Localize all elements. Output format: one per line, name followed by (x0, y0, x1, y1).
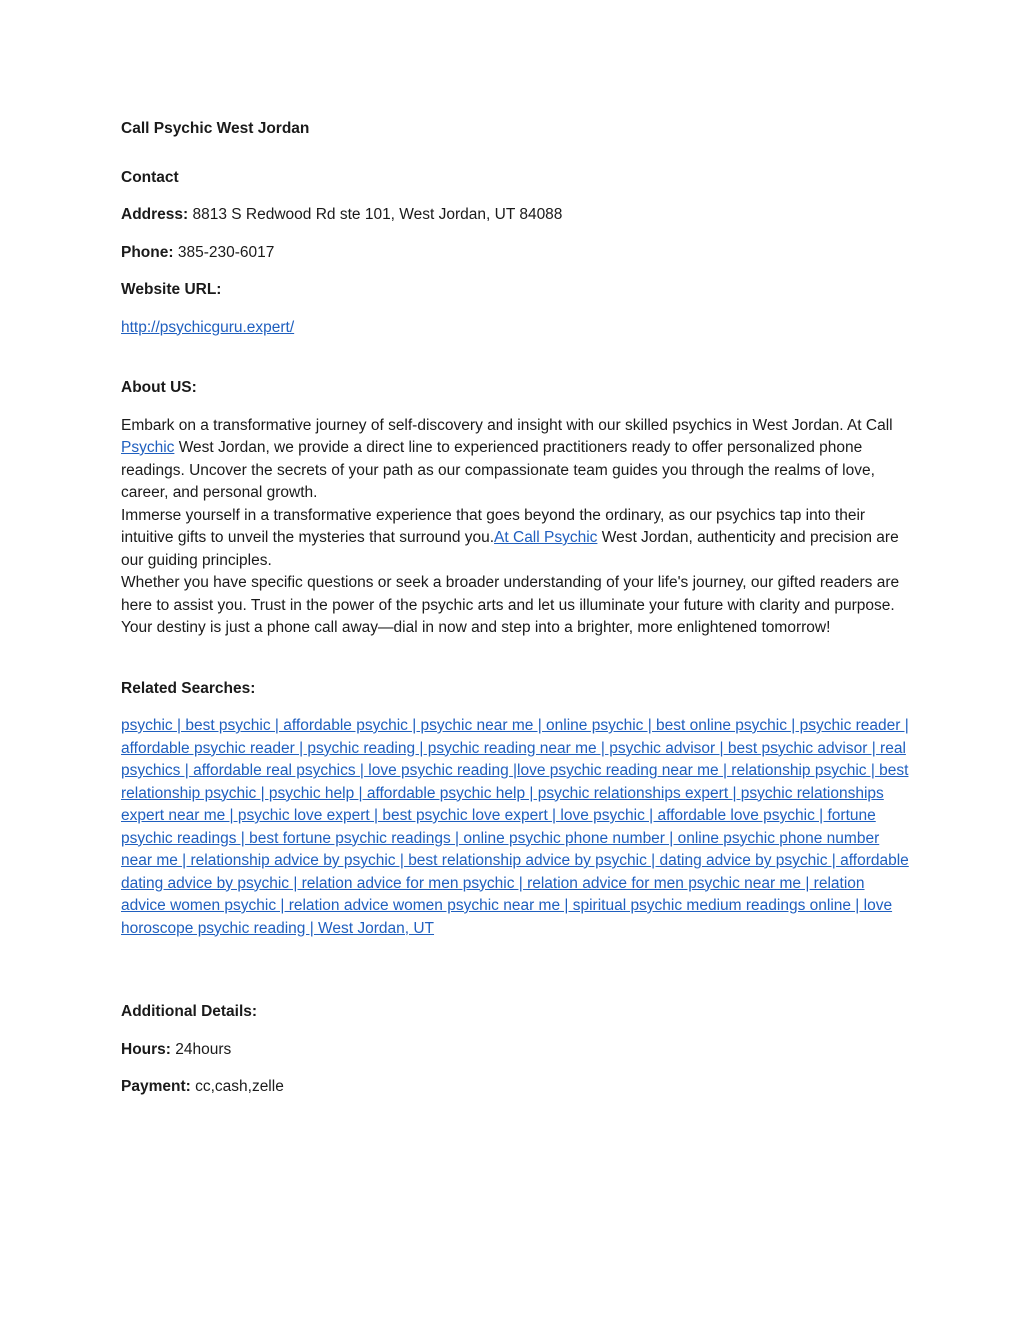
document-title: Call Psychic West Jordan (121, 120, 310, 137)
about-p2-text-b: West Jordan, authenticity and precision are our guiding principles. (121, 529, 899, 569)
website-line (121, 317, 911, 340)
document-page (121, 118, 911, 1099)
address-value: 8813 S Redwood Rd ste 101, West Jordan, UT 84088 (188, 206, 563, 223)
additional-heading: Additional Details: (121, 1003, 258, 1020)
hours-label: Hours: (121, 1040, 171, 1058)
payment-label: Payment: (121, 1078, 191, 1095)
about-p1-text-b: West Jordan, we provide a direct line to experienced practitioners ready to offer personalized phone readings. Uncover the secrets of your path as our compassionate team guides you through the realms of love, career, and personal growth. (121, 439, 875, 501)
at-call-psychic-link[interactable]: At Call Psychic (494, 529, 598, 546)
hours-line (121, 1039, 911, 1062)
hours-value: 24hours (170, 1040, 232, 1058)
payment-line (121, 1076, 911, 1099)
phone-value: 385-230-6017 (173, 243, 275, 261)
website-label: Website URL: (121, 281, 222, 298)
website-link[interactable]: http://psychicguru.expert/ (121, 318, 295, 336)
phone-line (121, 242, 911, 265)
address-line (121, 204, 911, 227)
phone-label: Phone: (121, 243, 174, 261)
about-p2-text-a: Immerse yourself in a transformative experience that goes beyond the ordinary, as our psychics tap into their intuitive gifts to unveil the mysteries that surround you. (121, 506, 866, 546)
psychic-link[interactable]: Psychic (121, 439, 175, 456)
about-paragraph-1 (121, 415, 911, 505)
contact-heading: Contact (121, 168, 179, 186)
about-p1-text-a: Embark on a transformative journey of self-discovery and insight with our skilled psychics in West Jordan. At Call (121, 416, 893, 434)
related-searches-links (121, 715, 911, 940)
related-searches-link[interactable]: psychic | best psychic | affordable psychic | psychic near me | online psychic | best online psychic | psychic reader | affordable psychic reader | psychic reading | psychic reading near me | psychic advisor | best psychic advisor | real psychics | affordable real psychics | love psychic reading |love psychic reading near me | relationship psychic | best relationship psychic | psychic help | affordable psychic help | psychic relationships expert | psychic relationships expert near me | psychic love expert | best psychic love expert | love psychic | affordable love psychic | fortune psychic readings | best fortune psychic readings | online psychic phone number | online psychic phone number near me | relationship advice by psychic | best relationship advice by psychic | dating advice by psychic | affordable dating advice by psychic | relation advice for men psychic | relation advice for men psychic near me | relation advice women psychic | relation advice women psychic near me | spiritual psychic medium readings online | love horoscope psychic reading | West Jordan, UT (121, 717, 909, 937)
related-heading: Related Searches: (121, 679, 256, 697)
about-paragraph-3: Whether you have specific questions or seek a broader understanding of your life's journey, our gifted readers are here to assist you. Trust in the power of the psychic arts and let us illuminate your future with clarity and purpose. Your destiny is just a phone call away—dial in now and step into a brighter, more enlightened tomorrow! (121, 574, 900, 636)
address-label: Address: (121, 206, 189, 223)
about-heading: About US: (121, 379, 197, 396)
payment-value: cc,cash,zelle (190, 1078, 284, 1095)
about-paragraph-2 (121, 505, 911, 573)
